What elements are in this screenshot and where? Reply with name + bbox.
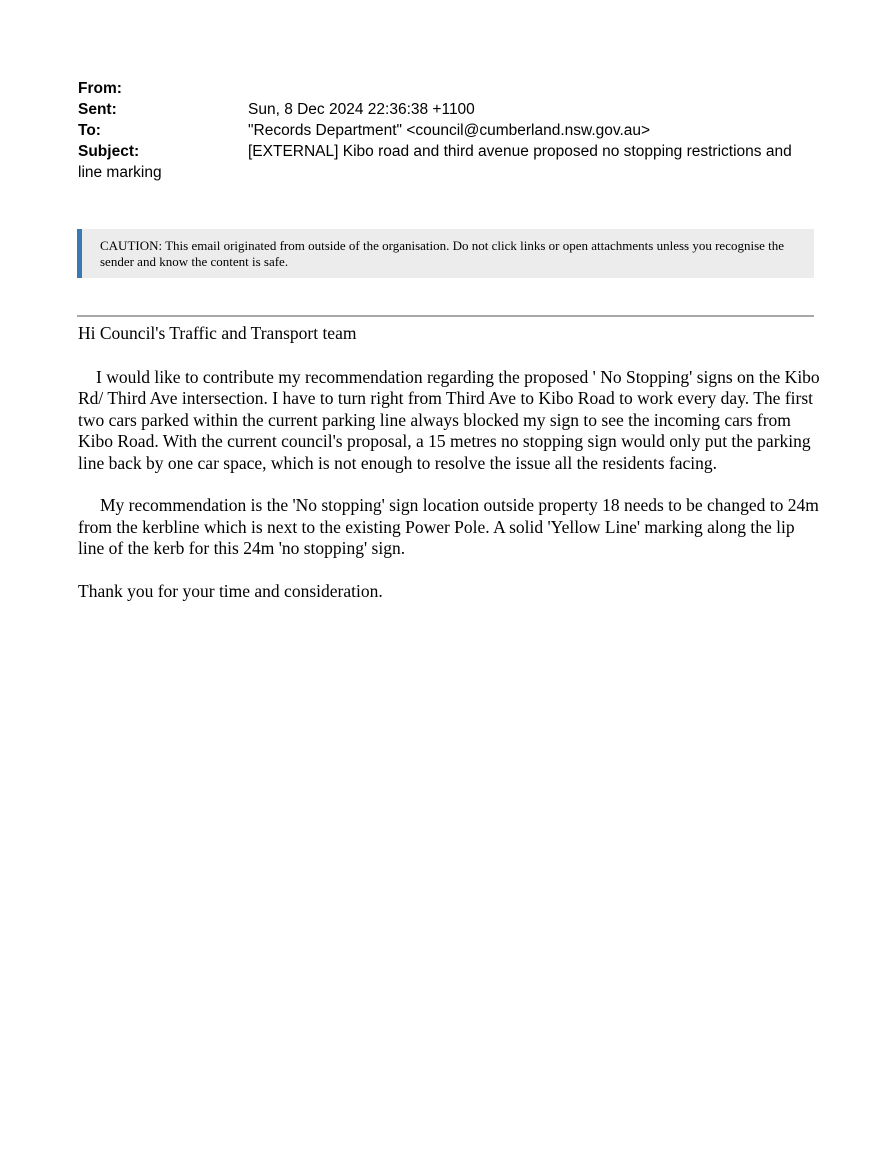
subject-label: Subject: bbox=[78, 143, 140, 160]
sent-value: Sun, 8 Dec 2024 22:36:38 +1100 bbox=[248, 101, 475, 118]
subject-value: [EXTERNAL] Kibo road and third avenue proposed no stopping restrictions and bbox=[248, 143, 792, 160]
email-body bbox=[78, 323, 823, 602]
subject-value-continued: line marking bbox=[78, 164, 162, 181]
body-paragraph-2: My recommendation is the 'No stopping' sign location outside property 18 needs to be changed to 24m from the kerbline which is next to the existing Power Pole. A solid 'Yellow Line' marking along the lip line of the kerb for this 24m 'no stopping' sign. bbox=[78, 495, 819, 558]
to-row bbox=[78, 120, 818, 141]
email-header bbox=[78, 78, 818, 183]
header-divider bbox=[77, 315, 814, 317]
external-caution-banner bbox=[77, 229, 814, 278]
sent-row bbox=[78, 99, 818, 120]
body-paragraph-1: I would like to contribute my recommendation regarding the proposed ' No Stopping' signs on the Kibo Rd/ Third Ave intersection. I have to turn right from Third Ave to Kibo Road to work every day. The first two cars parked within the current parking line always blocked my sign to see the incoming cars from Kibo Road. With the current council's proposal, a 15 metres no stopping sign would only put the parking line back by one car space, which is not enough to resolve the issue all the residents facing. bbox=[78, 366, 820, 473]
subject-row bbox=[78, 141, 818, 183]
to-value: "Records Department" <council@cumberland.nsw.gov.au> bbox=[248, 122, 651, 139]
from-row bbox=[78, 78, 818, 99]
closing-line: Thank you for your time and consideration. bbox=[78, 580, 383, 601]
caution-text: CAUTION: This email originated from outside of the organisation. Do not click links or open attachments unless you recognise the sender and know the content is safe. bbox=[100, 238, 785, 269]
to-label: To: bbox=[78, 122, 101, 139]
greeting: Hi Council's Traffic and Transport team bbox=[78, 323, 357, 343]
sent-label: Sent: bbox=[78, 101, 117, 118]
from-label: From: bbox=[78, 80, 122, 97]
